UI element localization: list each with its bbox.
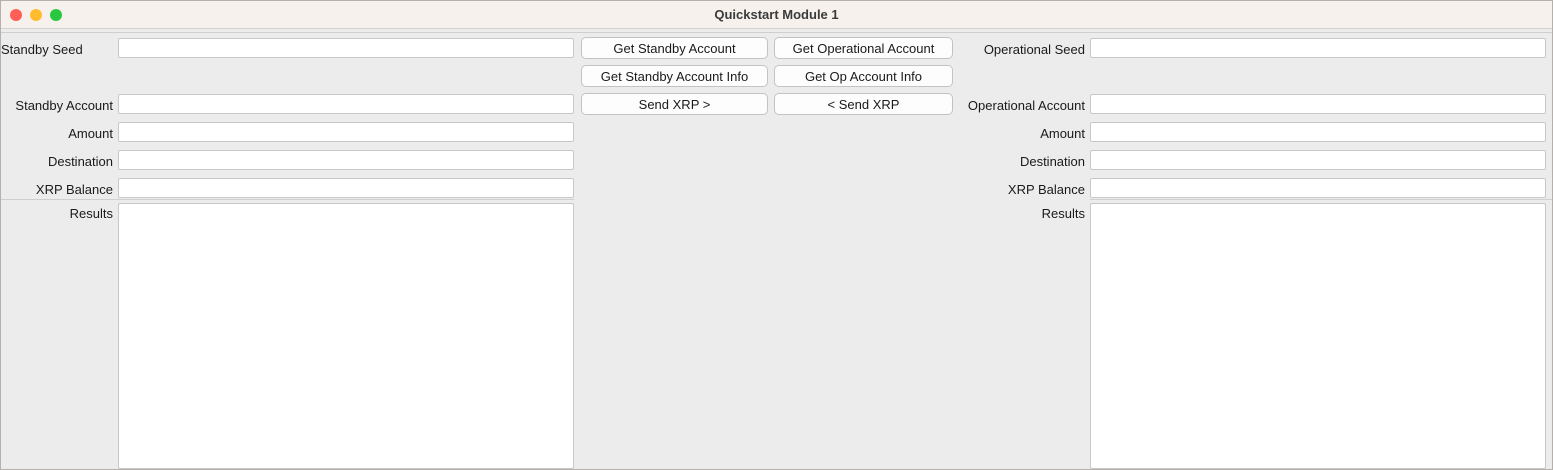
get-op-account-info-button[interactable]: Get Op Account Info	[774, 65, 953, 87]
standby-destination-input[interactable]	[118, 150, 574, 170]
operational-xrp-balance-input[interactable]	[1090, 178, 1546, 198]
maximize-icon[interactable]	[50, 9, 62, 21]
operational-account-input[interactable]	[1090, 94, 1546, 114]
operational-results-label: Results	[1041, 205, 1085, 221]
divider-operational	[1090, 199, 1553, 200]
standby-amount-label: Amount	[68, 125, 113, 141]
operational-seed-input[interactable]	[1090, 38, 1546, 58]
operational-xrp-balance-label: XRP Balance	[1007, 181, 1085, 197]
send-xrp-left-button[interactable]: < Send XRP	[774, 93, 953, 115]
minimize-icon[interactable]	[30, 9, 42, 21]
standby-xrp-balance-label: XRP Balance	[35, 181, 113, 197]
operational-amount-label: Amount	[1040, 125, 1085, 141]
get-standby-account-button[interactable]: Get Standby Account	[581, 37, 768, 59]
standby-seed-input[interactable]	[118, 38, 574, 58]
standby-destination-label: Destination	[47, 153, 113, 169]
operational-destination-label: Destination	[1019, 153, 1085, 169]
standby-results-textarea[interactable]	[118, 203, 574, 469]
send-xrp-right-button[interactable]: Send XRP >	[581, 93, 768, 115]
divider-top	[1, 32, 1553, 33]
operational-destination-input[interactable]	[1090, 150, 1546, 170]
operational-seed-label: Operational Seed	[983, 41, 1085, 57]
get-standby-account-info-button[interactable]: Get Standby Account Info	[581, 65, 768, 87]
title-bar	[1, 1, 1552, 29]
standby-xrp-balance-input[interactable]	[118, 178, 574, 198]
standby-account-input[interactable]	[118, 94, 574, 114]
standby-seed-label: Standby Seed	[1, 41, 83, 57]
standby-account-label: Standby Account	[15, 97, 113, 113]
main-content	[1, 29, 1552, 470]
window-title: Quickstart Module 1	[714, 7, 839, 22]
operational-account-label: Operational Account	[967, 97, 1085, 113]
operational-amount-input[interactable]	[1090, 122, 1546, 142]
divider-standby	[1, 199, 574, 200]
operational-results-textarea[interactable]	[1090, 203, 1546, 469]
window-controls	[1, 9, 62, 21]
standby-results-label: Results	[69, 205, 113, 221]
close-icon[interactable]	[10, 9, 22, 21]
standby-amount-input[interactable]	[118, 122, 574, 142]
get-operational-account-button[interactable]: Get Operational Account	[774, 37, 953, 59]
